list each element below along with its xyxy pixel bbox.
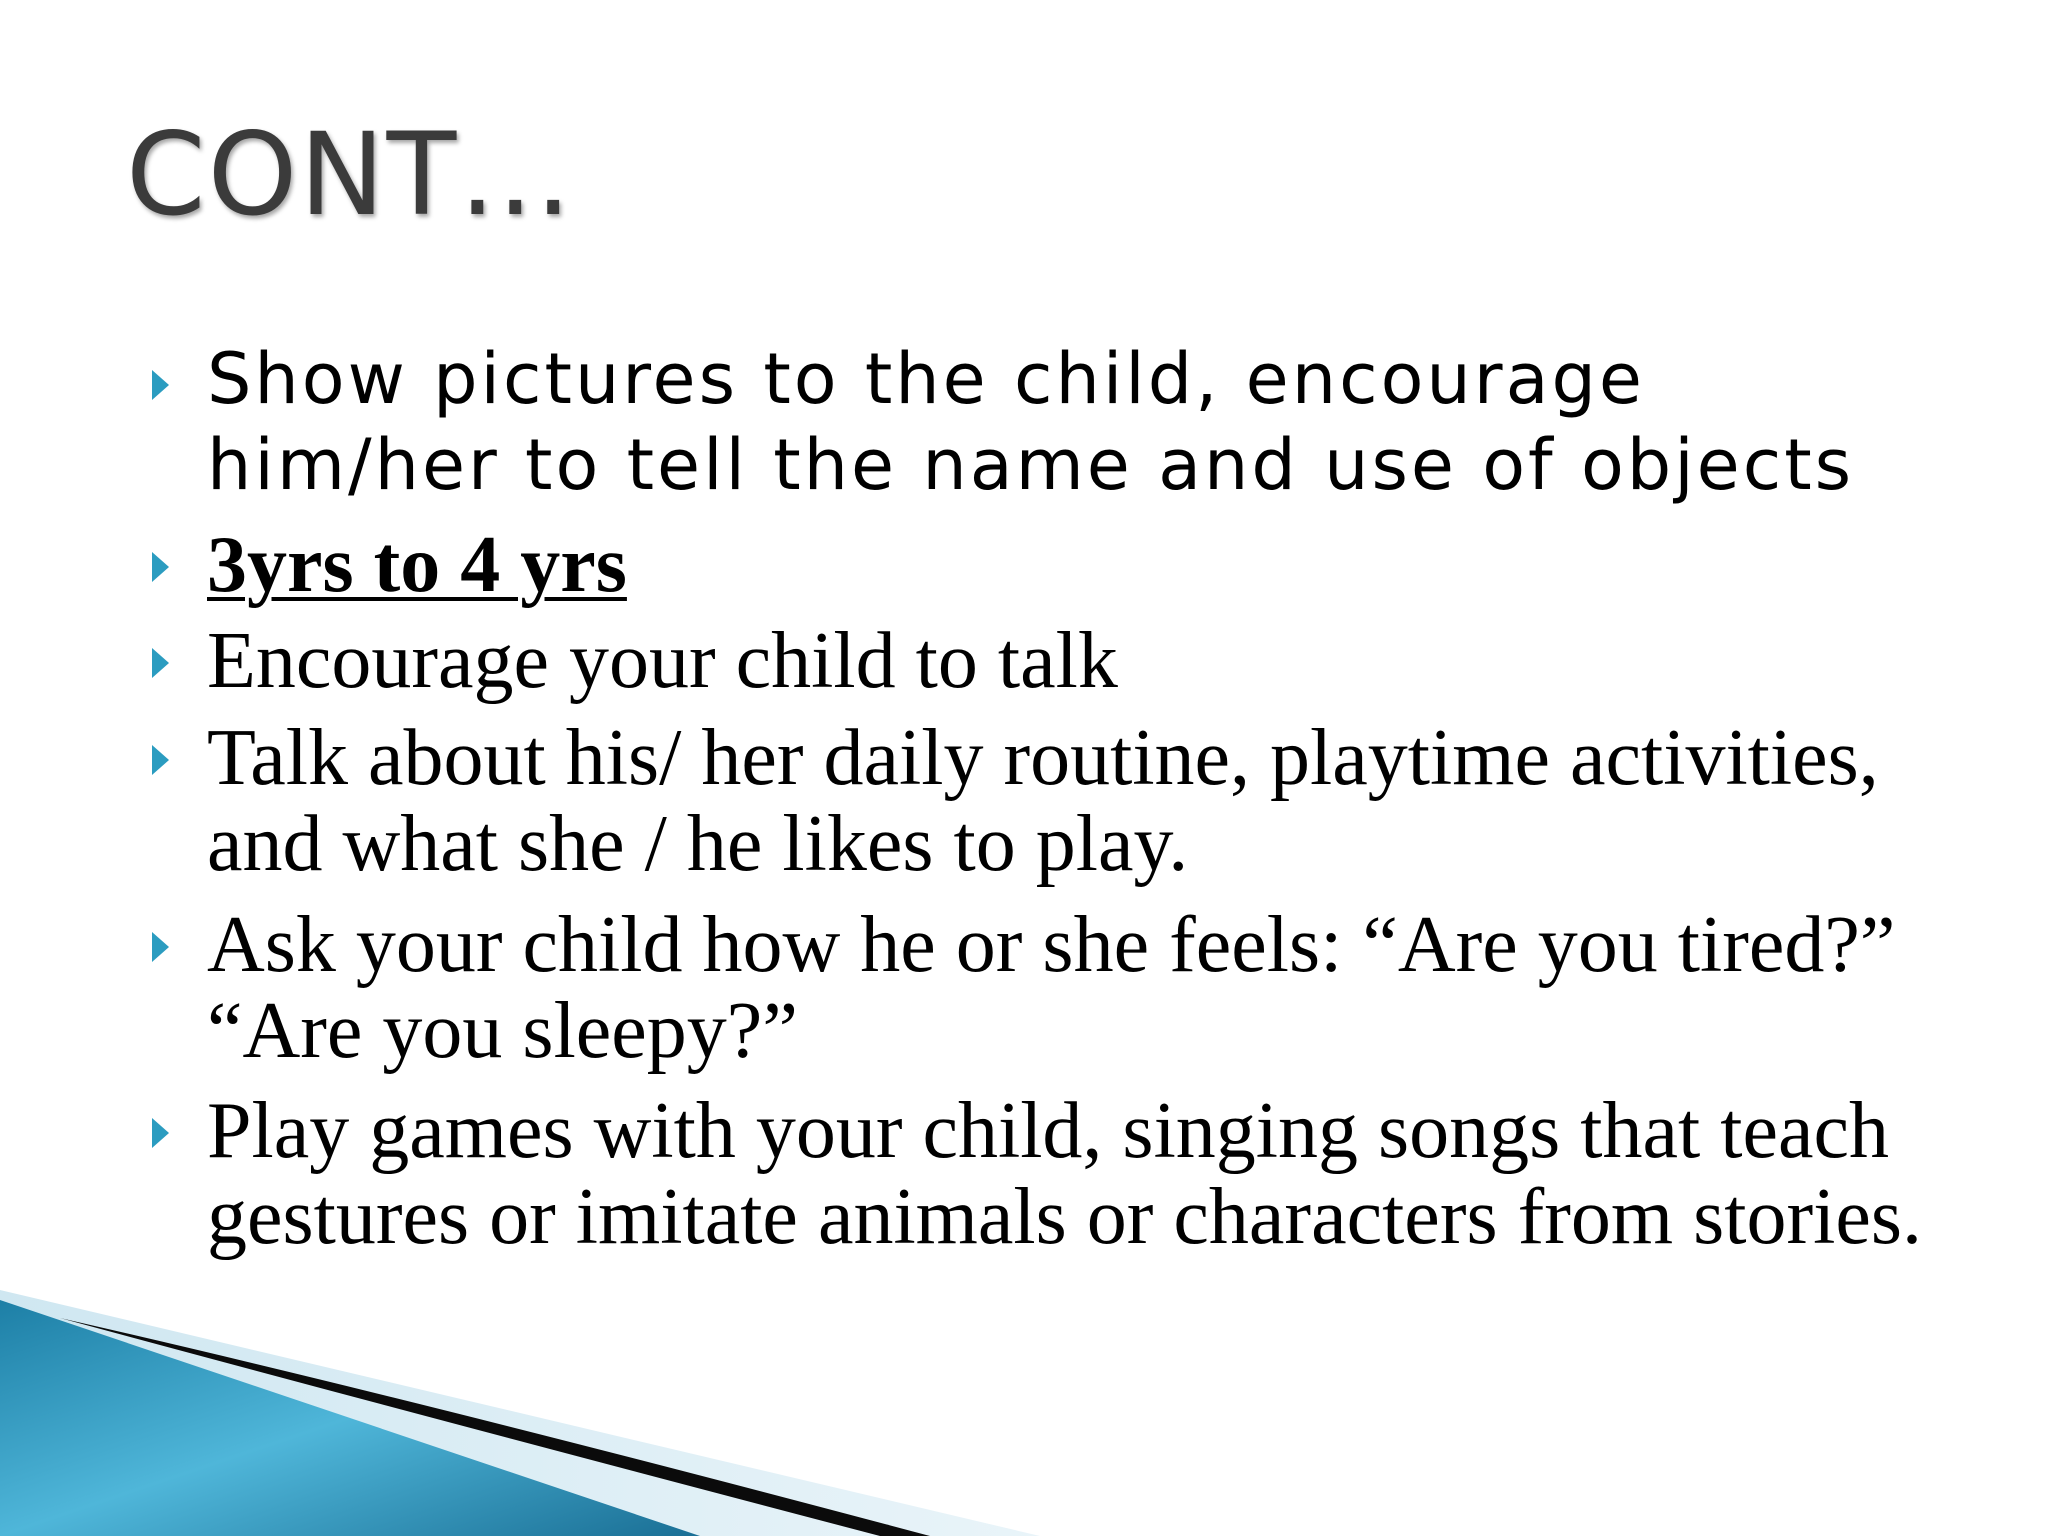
- bullet-line: “Are you sleepy?”: [207, 987, 798, 1075]
- bullet-line: Ask your child how he or she feels: “Are you tired?”: [207, 901, 1896, 989]
- bullet-line: Show pictures to the child, encourage: [207, 338, 1645, 420]
- slide-title: CONT…: [126, 108, 575, 241]
- bullet-line: Talk about his/ her daily routine, playtime activities,: [207, 714, 1879, 802]
- bullet-line: gestures or imitate animals or characters from stories.: [207, 1173, 1922, 1261]
- section-heading: 3yrs to 4 yrs: [207, 521, 627, 609]
- triangle-bullet-icon: [152, 648, 169, 678]
- triangle-bullet-icon: [152, 932, 169, 962]
- bullet-line: Play games with your child, singing songs that teach: [207, 1087, 1889, 1175]
- bullet-line: Encourage your child to talk: [207, 617, 1118, 705]
- triangle-bullet-icon: [152, 370, 169, 400]
- triangle-bullet-icon: [152, 552, 169, 582]
- bullet-line: him/her to tell the name and use of objects: [207, 424, 1855, 506]
- bullet-line: and what she / he likes to play.: [207, 800, 1189, 888]
- triangle-bullet-icon: [152, 745, 169, 775]
- triangle-bullet-icon: [152, 1118, 169, 1148]
